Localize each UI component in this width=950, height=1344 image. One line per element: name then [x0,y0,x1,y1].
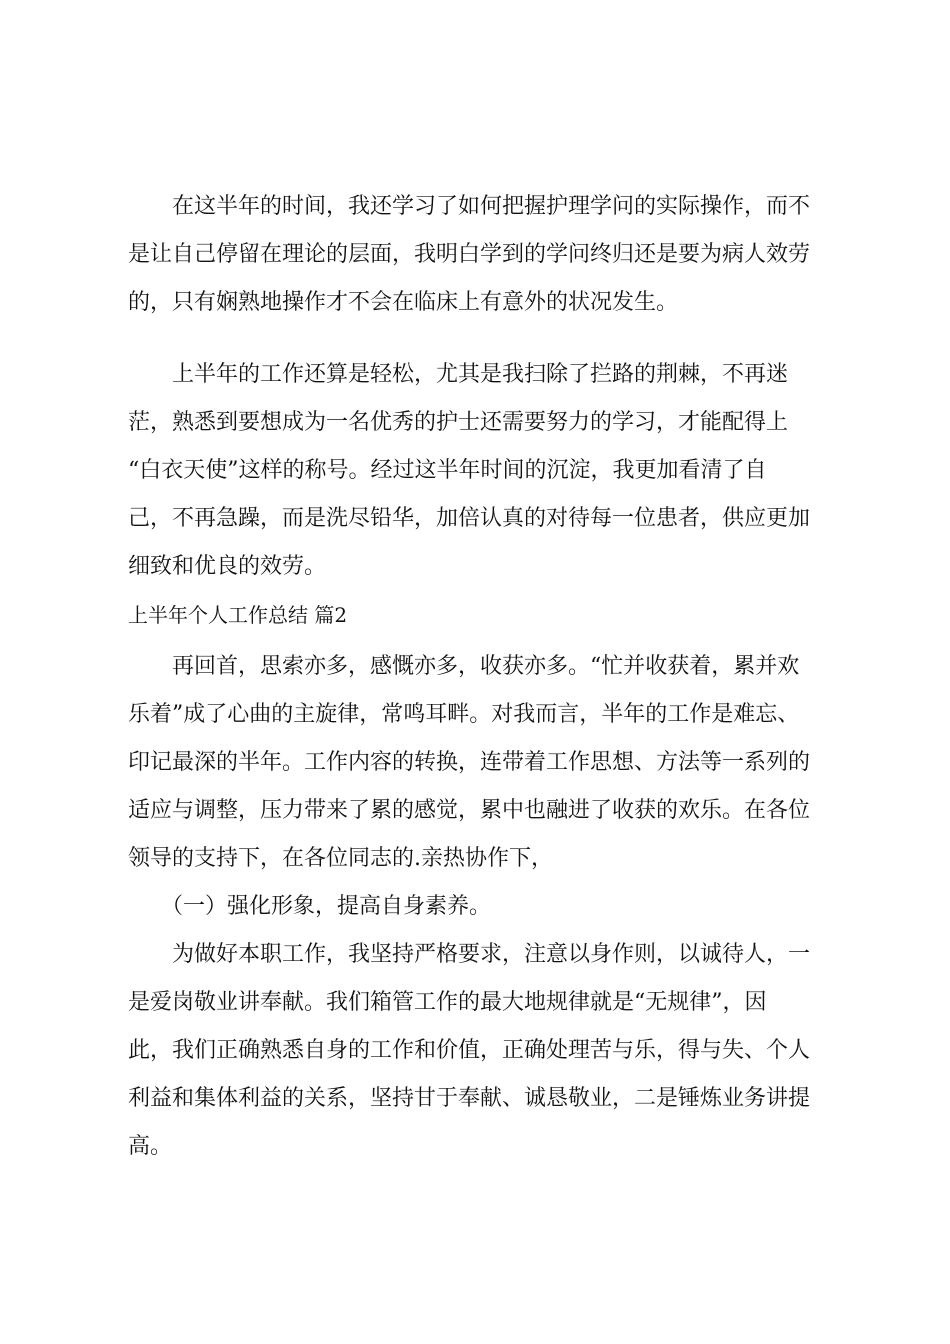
subheading: （一）强化形象，提高自身素养。 [128,894,492,919]
paragraph-4-line-4: 利益和集体利益的关系，坚持甘于奉献、诚恳敬业，二是锤炼业务讲提 [128,1086,811,1111]
paragraph-1-line-1: 在这半年的时间，我还学习了如何把握护理学问的实际操作，而不 [128,194,811,219]
paragraph-2-line-2: 茫，熟悉到要想成为一名优秀的护士还需要努力的学习，才能配得上 [128,410,789,435]
paragraph-3-line-4: 适应与调整，压力带来了累的感觉，累中也融进了收获的欢乐。在各位 [128,798,811,823]
paragraph-3-line-3: 印记最深的半年。工作内容的转换，连带着工作思想、方法等一系列的 [128,750,811,775]
paragraph-2-line-3: “白衣天使”这样的称号。经过这半年时间的沉淀，我更加看清了自 [128,458,767,483]
section-heading: 上半年个人工作总结 篇2 [128,603,348,627]
paragraph-4-line-5: 高。 [128,1134,173,1159]
paragraph-4-line-2: 是爱岗敬业讲奉献。我们箱管工作的最大地规律就是“无规律”，因 [128,990,767,1015]
paragraph-4-line-1: 为做好本职工作，我坚持严格要求，注意以身作则，以诚待人，一 [128,942,811,967]
paragraph-4-line-3: 此，我们正确熟悉自身的工作和价值，正确处理苦与乐，得与失、个人 [128,1038,811,1063]
paragraph-3-line-1: 再回首，思索亦多，感慨亦多，收获亦多。“忙并收获着，累并欢 [128,654,800,679]
paragraph-2-line-4: 己，不再急躁，而是洗尽铅华，加倍认真的对待每一位患者，供应更加 [128,506,811,531]
paragraph-3-line-2: 乐着”成了心曲的主旋律，常鸣耳畔。对我而言，半年的工作是难忘、 [128,702,800,727]
paragraph-2-line-5: 细致和优良的效劳。 [128,554,327,579]
paragraph-1-line-3: 的，只有娴熟地操作才不会在临床上有意外的状况发生。 [128,290,679,315]
paragraph-1-line-2: 是让自己停留在理论的层面，我明白学到的学问终归还是要为病人效劳 [128,242,811,267]
paragraph-2-line-1: 上半年的工作还算是轻松，尤其是我扫除了拦路的荆棘，不再迷 [128,362,789,387]
paragraph-3-line-5: 领导的支持下，在各位同志的.亲热协作下， [128,846,553,871]
